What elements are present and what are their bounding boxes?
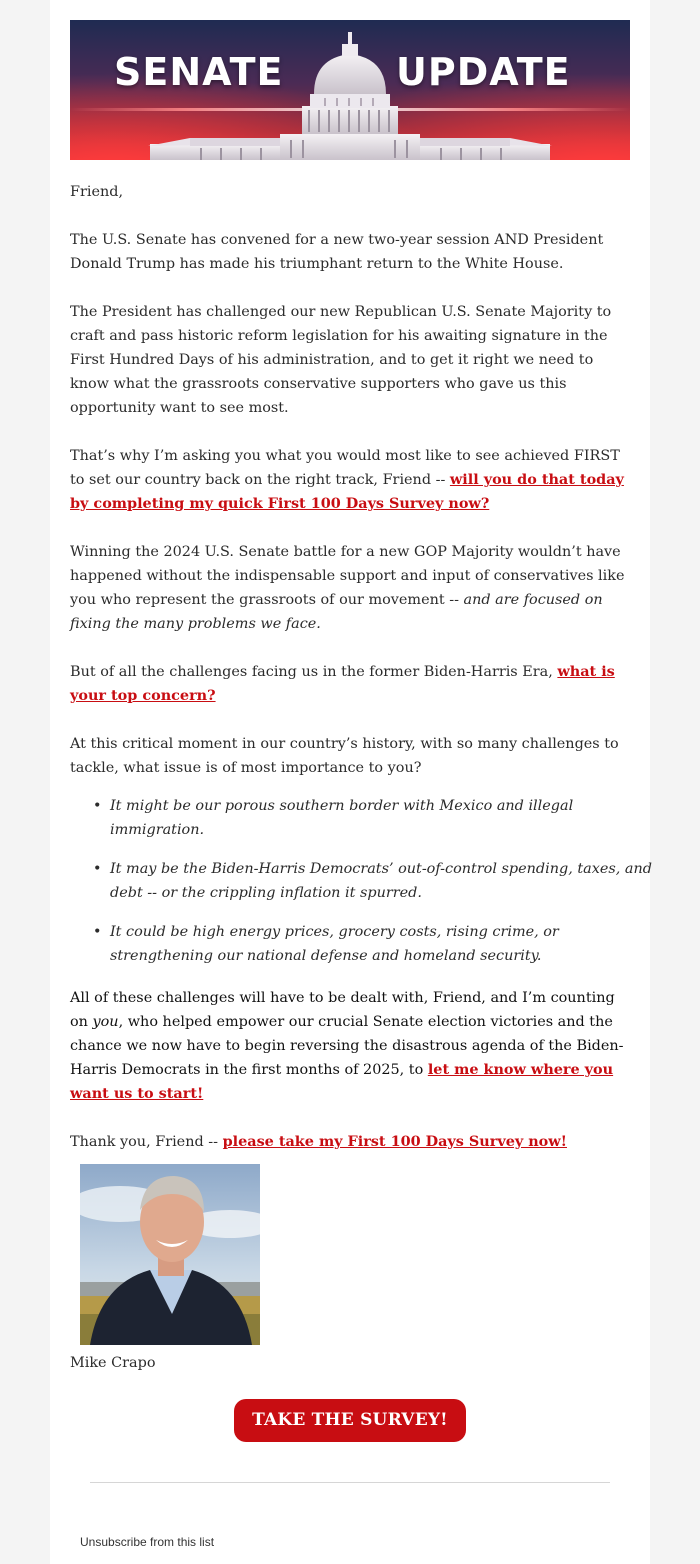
banner-word-senate: SENATE [114,50,284,94]
paragraph-1: The U.S. Senate has convened for a new two-year session AND President Donald Trump has made his triumphant return to the White House. [70,232,604,272]
senate-update-banner [70,20,630,160]
email-card [50,0,650,1564]
paragraph-4-emphasis: and are focused on fixing the many problems we face. [70,592,603,632]
paragraph-8-text: Thank you, Friend -- [70,1134,223,1150]
where-to-start-link[interactable]: let me know where you want us to start! [70,1061,614,1102]
paragraph-7-text-a: All of these challenges will have to be dealt with, Friend, and I’m counting on [70,990,615,1030]
paragraph-4-text: Winning the 2024 U.S. Senate battle for a new GOP Majority wouldn’t have happened without the indispensable support and input of conservatives like you who represent the grassroots of our movement -- [70,544,625,608]
survey-link-2[interactable]: please take my First 100 Days Survey now! [222,1133,567,1150]
paragraph-3 [70,444,630,516]
paragraph-3-text: That’s why I’m asking you what you would most like to see achieved FIRST to set our country back on the right track, Friend -- [70,448,620,488]
issue-item-spending: • It may be the Biden-Harris Democrats’ out-of-control spending, taxes, and debt -- or the crippling inflation it spurred. [110,857,670,905]
footer-divider [90,1482,610,1483]
senator-photo [80,1164,260,1345]
paragraph-2: The President has challenged our new Republican U.S. Senate Majority to craft and pass historic reform legislation for his awaiting signature in the First Hundred Days of his administration, and to get it right we need to know what the grassroots conservative supporters who gave us this opportunity want to see most. [70,304,612,416]
paragraph-7-emphasis: you [92,1014,119,1030]
issues-list [70,794,670,983]
greeting: Friend, [70,184,124,200]
signer-name: Mike Crapo [70,1355,156,1371]
paragraph-5 [70,660,630,708]
paragraph-5-text: But of all the challenges facing us in the former Biden-Harris Era, [70,664,558,680]
paragraph-7 [70,986,630,1106]
paragraph-4 [70,540,630,636]
paragraph-6: At this critical moment in our country’s history, with so many challenges to tackle, what issue is of most importance to you? [70,736,619,776]
issue-item-energy: • It could be high energy prices, grocery costs, rising crime, or strengthening our national defense and homeland security. [110,920,670,968]
unsubscribe-link[interactable]: Unsubscribe from this list [80,1535,215,1549]
take-survey-button[interactable]: TAKE THE SURVEY! [234,1399,466,1442]
issue-item-border: • It might be our porous southern border with Mexico and illegal immigration. [110,794,670,842]
paragraph-7-text-b: , who helped empower our crucial Senate election victories and the chance we now have to begin reversing the disastrous agenda of the Biden-Harris Democrats in the first months of 2025, to [70,1014,624,1078]
paragraph-8 [70,1130,630,1154]
survey-link-1[interactable]: will you do that today by completing my quick First 100 Days Survey now? [70,471,624,512]
top-concern-link[interactable]: what is your top concern? [70,663,615,704]
banner-word-update: UPDATE [396,50,571,94]
